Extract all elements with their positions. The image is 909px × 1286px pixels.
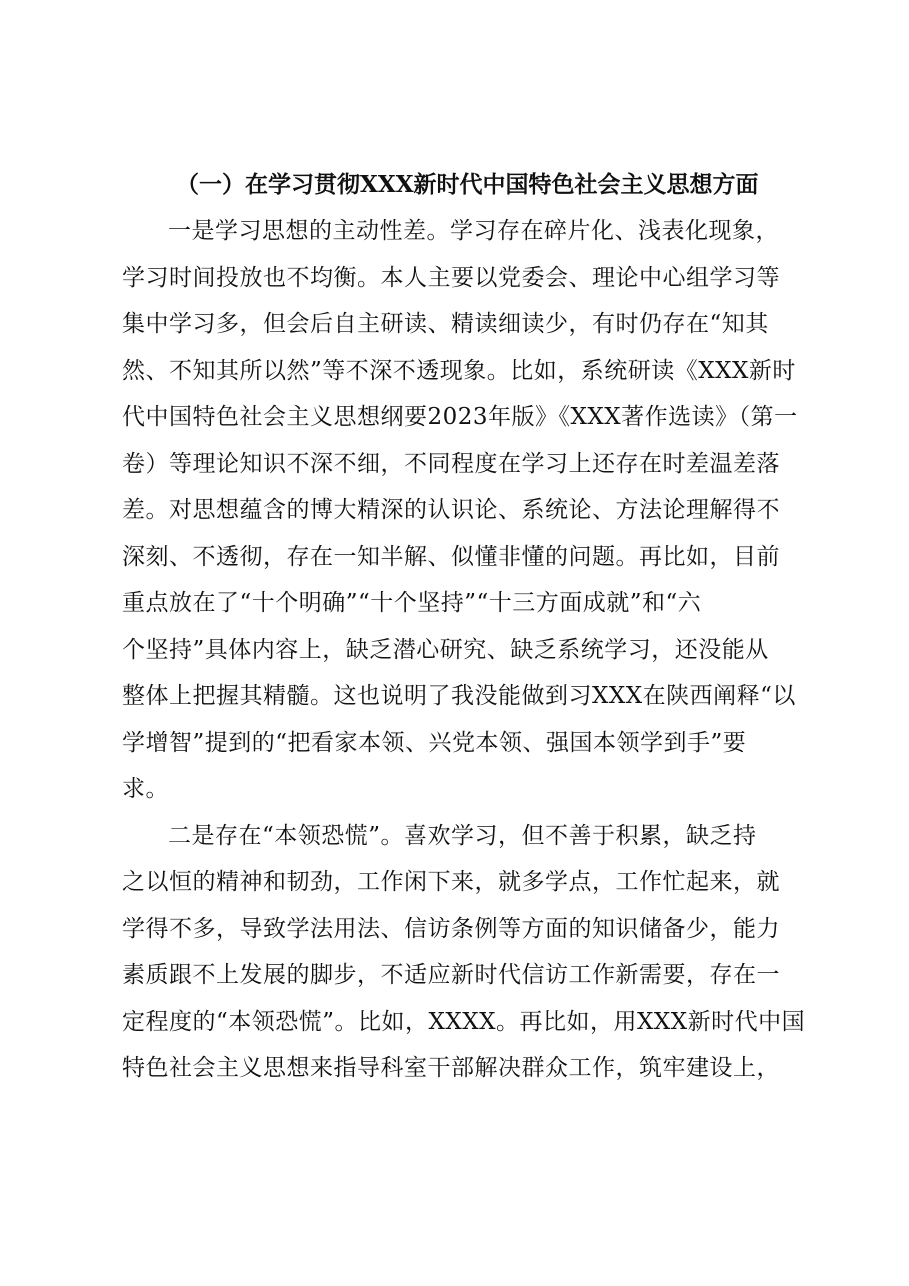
paragraph-1	[122, 208, 806, 813]
paragraph-line: 二是存在“本领恐慌”。喜欢学习，但不善于积累，缺乏持	[168, 822, 757, 849]
paragraph-line: 然、不知其所以然”等不深不透现象。比如，系统研读《XXX新时	[122, 357, 796, 384]
paragraph-line: 特色社会主义思想来指导科室干部解决群众工作，筑牢建设上，	[122, 1055, 780, 1081]
paragraph-line: 深刻、不透彻，存在一知半解、似懂非懂的问题。再比如，目前	[122, 543, 780, 570]
paragraph-line: 定程度的“本领恐慌”。比如，XXXX。再比如，用XXX新时代中国	[122, 1008, 806, 1035]
section-heading: （一）在学习贯彻XXX新时代中国特色社会主义思想方面	[176, 171, 759, 198]
paragraph-line: 一是学习思想的主动性差。学习存在碎片化、浅表化现象，	[168, 218, 779, 244]
paragraph-line: 素质跟不上发展的脚步，不适应新时代信访工作新需要，存在一	[122, 962, 780, 988]
paragraph-line: 重点放在了“十个明确”“十个坚持”“十三方面成就”和“六	[122, 590, 702, 616]
paragraph-line: 之以恒的精神和韧劲，工作闲下来，就多学点，工作忙起来，就	[122, 869, 780, 895]
paragraph-line: 整体上把握其精髓。这也说明了我没能做到习XXX在陕西阐释“以	[122, 683, 796, 709]
paragraph-line: 差。对思想蕴含的博大精深的认识论、系统论、方法论理解得不	[122, 497, 780, 523]
document-body	[122, 162, 806, 1092]
paragraph-2	[122, 813, 806, 1092]
paragraph-line: 集中学习多，但会后自主研读、精读细读少，有时仍存在“知其	[122, 311, 769, 337]
paragraph-line: 求。	[122, 776, 169, 802]
paragraph-line: 学习时间投放也不均衡。本人主要以党委会、理论中心组学习等	[122, 264, 780, 291]
paragraph-line: 个坚持”具体内容上，缺乏潜心研究、缺乏系统学习，还没能从	[122, 636, 769, 663]
paragraph-line: 学得不多，导致学法用法、信访条例等方面的知识储备少，能力	[122, 915, 780, 942]
paragraph-line: 代中国特色社会主义思想纲要2023年版》《XXX著作选读》（第一	[122, 404, 798, 430]
paragraph-line: 学增智”提到的“把看家本领、兴党本领、强国本领学到手”要	[122, 729, 747, 756]
paragraph-line: 卷）等理论知识不深不细，不同程度在学习上还存在时差温差落	[122, 450, 780, 477]
